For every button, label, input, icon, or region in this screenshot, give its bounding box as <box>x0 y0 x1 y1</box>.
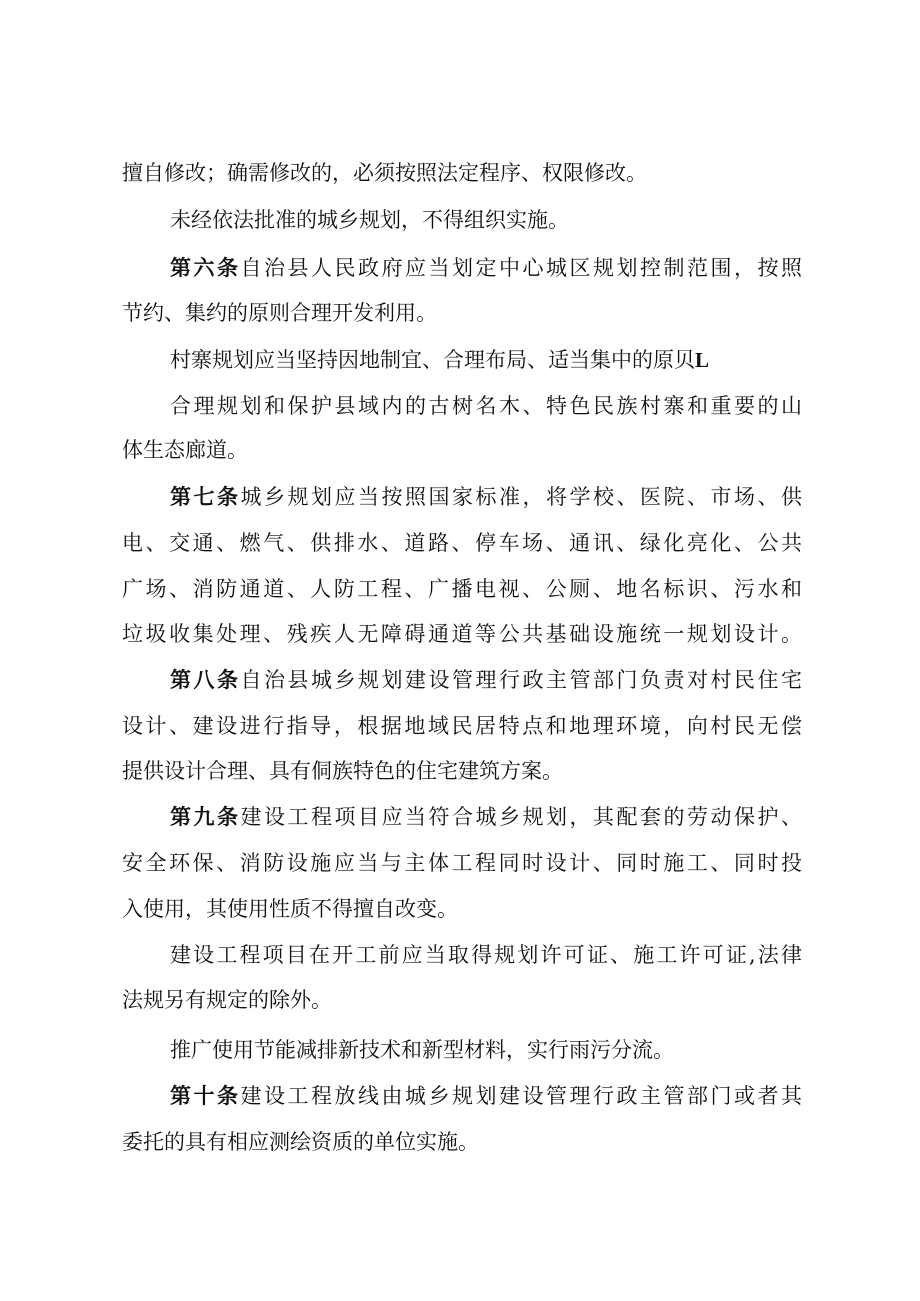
article-heading: 第九条 <box>170 805 241 829</box>
paragraph-text: 建设工程项目应当符合城乡规划，其配套的劳动保护、 <box>240 805 802 829</box>
article-heading: 第八条 <box>170 668 241 692</box>
paragraph-text: 法规另有规定的除外。 <box>122 988 332 1012</box>
paragraph-line <box>122 893 802 925</box>
paragraph-line <box>170 664 802 696</box>
paragraph-line <box>170 801 802 833</box>
paragraph-line <box>170 1034 802 1066</box>
paragraph-text: 提供设计合理、具有侗族特色的住宅建筑方案。 <box>122 759 563 783</box>
paragraph-line <box>122 527 802 559</box>
paragraph-line <box>170 344 802 376</box>
paragraph-text: 委托的具有相应测绘资质的单位实施。 <box>122 1130 479 1154</box>
paragraph-text: 广场、消防通道、人防工程、广播电视、公厕、地名标识、污水和 <box>122 577 802 601</box>
paragraph-line <box>122 157 802 189</box>
paragraph-line <box>122 710 802 742</box>
paragraph-line <box>122 847 802 879</box>
paragraph-line <box>170 1080 802 1112</box>
paragraph-text: 推广使用节能减排新技术和新型材料，实行雨污分流。 <box>170 1038 674 1062</box>
article-heading: 第六条 <box>170 256 241 280</box>
paragraph-line <box>122 984 802 1016</box>
paragraph-text: 设计、建设进行指导，根据地域民居特点和地理环境，向村民无偿 <box>122 714 802 738</box>
paragraph-line <box>122 573 802 605</box>
paragraph-text: 电、交通、燃气、供排水、道路、停车场、通讯、绿化亮化、公共 <box>122 531 802 555</box>
paragraph-text: 垃圾收集处理、残疾人无障碍通道等公共基础设施统一规划设计。 <box>122 622 802 646</box>
paragraph-text: 城乡规划应当按照国家标准，将学校、医院、市场、供 <box>240 485 802 509</box>
ocr-tail-mark: L <box>695 348 710 372</box>
paragraph-text: 合理规划和保护县域内的古树名木、特色民族村寨和重要的山 <box>170 394 802 418</box>
article-heading: 第十条 <box>170 1084 241 1108</box>
paragraph-text: 建设工程项目在开工前应当取得规划许可证、施工许可证,法律 <box>170 943 802 967</box>
paragraph-text: 安全环保、消防设施应当与主体工程同时设计、同时施工、同时投 <box>122 851 802 875</box>
paragraph-text: 村寨规划应当坚持因地制宜、合理布局、适当集中的原贝 <box>170 348 695 372</box>
paragraph-text: 自治县城乡规划建设管理行政主管部门负责对村民住宅 <box>240 668 802 692</box>
paragraph-text: 入使用，其使用性质不得擅自改变。 <box>122 897 458 921</box>
paragraph-line <box>122 434 802 466</box>
paragraph-line <box>122 755 802 787</box>
paragraph-text: 未经依法批准的城乡规划，不得组织实施。 <box>170 208 569 232</box>
article-heading: 第七条 <box>170 485 241 509</box>
paragraph-text: 擅自修改；确需修改的，必须按照法定程序、权限修改。 <box>122 161 647 185</box>
paragraph-line <box>122 1126 802 1158</box>
paragraph-text: 建设工程放线由城乡规划建设管理行政主管部门或者其 <box>240 1084 802 1108</box>
paragraph-text: 节约、集约的原则合理开发利用。 <box>122 301 437 325</box>
paragraph-text: 体生态廊道。 <box>122 438 248 462</box>
paragraph-line <box>122 297 802 329</box>
paragraph-line <box>170 390 802 422</box>
paragraph-line <box>170 204 802 236</box>
paragraph-line <box>170 939 802 971</box>
paragraph-line <box>170 252 802 284</box>
paragraph-line <box>170 481 802 513</box>
paragraph-text: 自治县人民政府应当划定中心城区规划控制范围，按照 <box>240 256 802 280</box>
paragraph-line <box>122 618 802 650</box>
